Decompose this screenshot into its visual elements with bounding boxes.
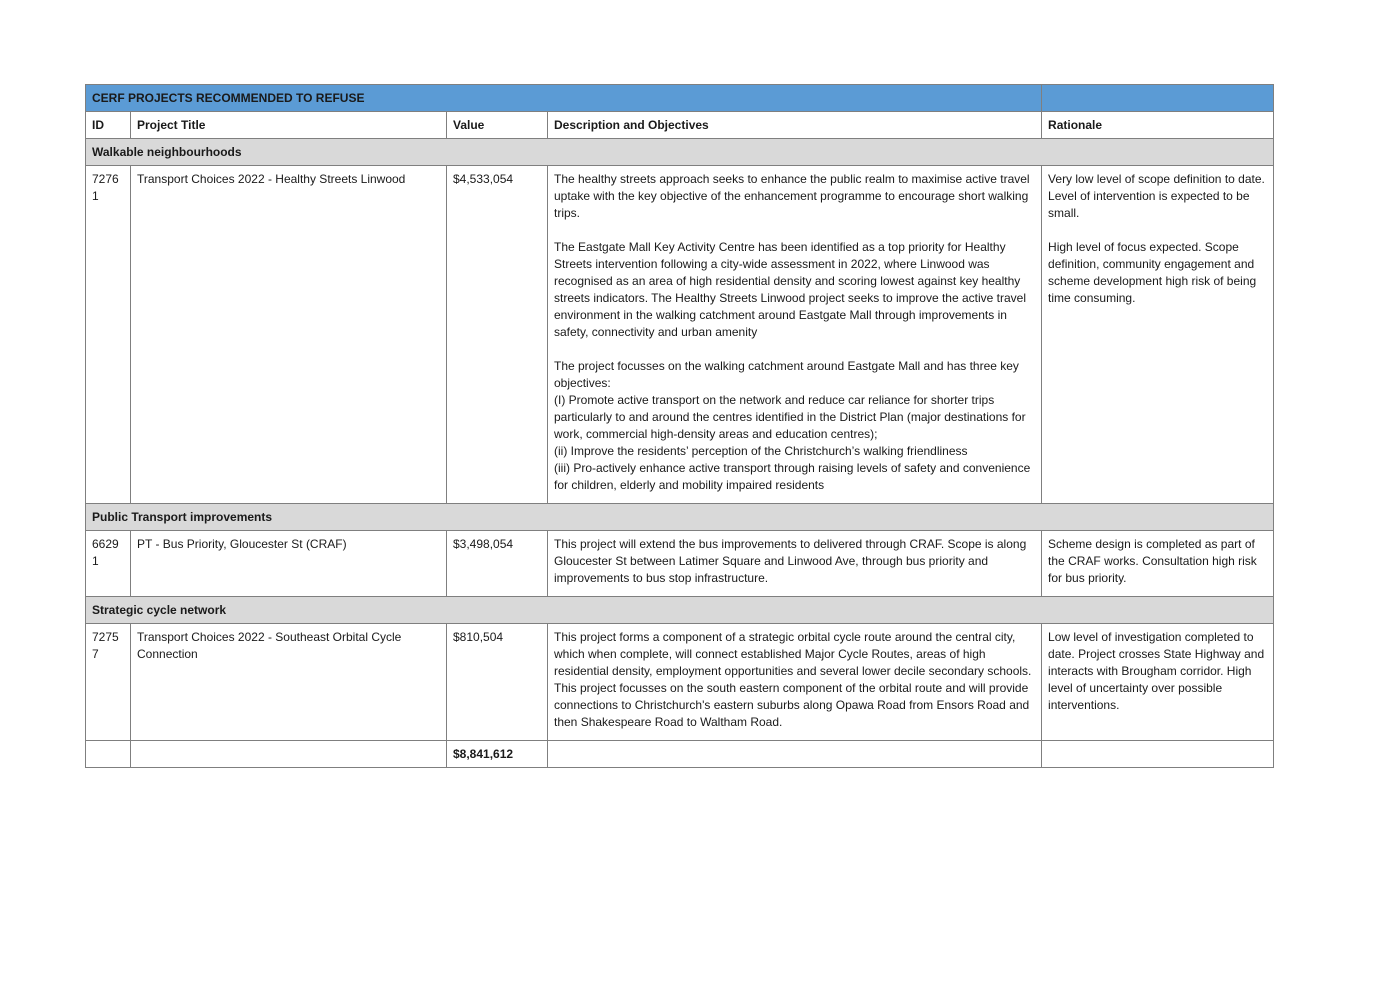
row-description: [548, 166, 1042, 504]
header-description: Description and Objectives: [548, 112, 1042, 139]
row-value: $810,504: [447, 624, 548, 741]
header-id: ID: [86, 112, 131, 139]
total-blank-description: [548, 741, 1042, 768]
total-value: $8,841,612: [447, 741, 548, 768]
total-blank-rationale: [1042, 741, 1274, 768]
header-value: Value: [447, 112, 548, 139]
table-title-row: [86, 85, 1274, 112]
section-title: Walkable neighbourhoods: [86, 139, 1274, 166]
section-title: Public Transport improvements: [86, 504, 1274, 531]
header-project-title: Project Title: [131, 112, 447, 139]
total-blank-id: [86, 741, 131, 768]
description-paragraph: This project forms a component of a strategic orbital cycle route around the central city, which when complete, will connect established Major Cycle Routes, areas of high residential density, employment opportunities and several lower decile secondary schools. This project focusses on the south eastern component of the orbital route and will provide connections to Christchurch's eastern suburbs along Opawa Road from Ensors Road and then Shakespeare Road to Waltham Road.: [554, 630, 1032, 729]
section-row-strategic-cycle: [86, 597, 1274, 624]
total-blank-title: [131, 741, 447, 768]
table-title: CERF PROJECTS RECOMMENDED TO REFUSE: [86, 85, 1042, 112]
row-value: $4,533,054: [447, 166, 548, 504]
row-title: Transport Choices 2022 - Southeast Orbital Cycle Connection: [131, 624, 447, 741]
description-paragraph: The project focusses on the walking catchment around Eastgate Mall and has three key objectives: (I) Promote active transport on the network and reduce car reliance for shorter trips particularly to and around the centres identified in the District Plan (major destinations for work, commercial high-density areas and education centres); (ii) Improve the residents’ perception of the Christchurch’s walking friendliness (iii) Pro-actively enhance active transport through raising levels of safety and convenience for children, elderly and mobility impaired residents: [554, 359, 1031, 492]
row-rationale: [1042, 531, 1274, 597]
section-row-public-transport: [86, 504, 1274, 531]
rationale-paragraph: Low level of investigation completed to date. Project crosses State Highway and interacts with Brougham corridor. High level of uncertainty over possible interventions.: [1048, 630, 1265, 712]
description-paragraph: The healthy streets approach seeks to enhance the public realm to maximise active travel uptake with the key objective of the enhancement programme to encourage short walking trips.: [554, 172, 1030, 220]
row-id: 72761: [86, 166, 131, 504]
section-title: Strategic cycle network: [86, 597, 1274, 624]
row-title: Transport Choices 2022 - Healthy Streets Linwood: [131, 166, 447, 504]
description-paragraph: This project will extend the bus improvements to delivered through CRAF. Scope is along Gloucester St between Latimer Square and Linwood Ave, through bus priority and improvements to bus stop infrastructure.: [554, 537, 1027, 585]
table-row: [86, 624, 1274, 741]
row-description: [548, 624, 1042, 741]
table-row: [86, 531, 1274, 597]
projects-table: [85, 84, 1274, 768]
table-header-row: [86, 112, 1274, 139]
rationale-paragraph: Very low level of scope definition to date. Level of intervention is expected to be small.: [1048, 172, 1265, 220]
row-title: PT - Bus Priority, Gloucester St (CRAF): [131, 531, 447, 597]
row-description: [548, 531, 1042, 597]
description-paragraph: The Eastgate Mall Key Activity Centre has been identified as a top priority for Healthy Streets intervention following a city-wide assessment in 2022, where Linwood was recognised as an area of high residential density and scoring lowest against key healthy streets indicators. The Healthy Streets Linwood project seeks to improve the active travel environment in the walking catchment around Eastgate Mall through improvements in safety, connectivity and urban amenity: [554, 240, 1027, 339]
row-id: 72757: [86, 624, 131, 741]
header-rationale: Rationale: [1042, 112, 1274, 139]
rationale-paragraph: Scheme design is completed as part of the CRAF works. Consultation high risk for bus priority.: [1048, 537, 1257, 585]
row-rationale: [1042, 166, 1274, 504]
rationale-paragraph: High level of focus expected. Scope definition, community engagement and scheme development high risk of being time consuming.: [1048, 240, 1257, 305]
row-value: $3,498,054: [447, 531, 548, 597]
row-id: 66291: [86, 531, 131, 597]
total-row: [86, 741, 1274, 768]
table-row: [86, 166, 1274, 504]
table-title-blank: [1042, 85, 1274, 112]
section-row-walkable: [86, 139, 1274, 166]
row-rationale: [1042, 624, 1274, 741]
